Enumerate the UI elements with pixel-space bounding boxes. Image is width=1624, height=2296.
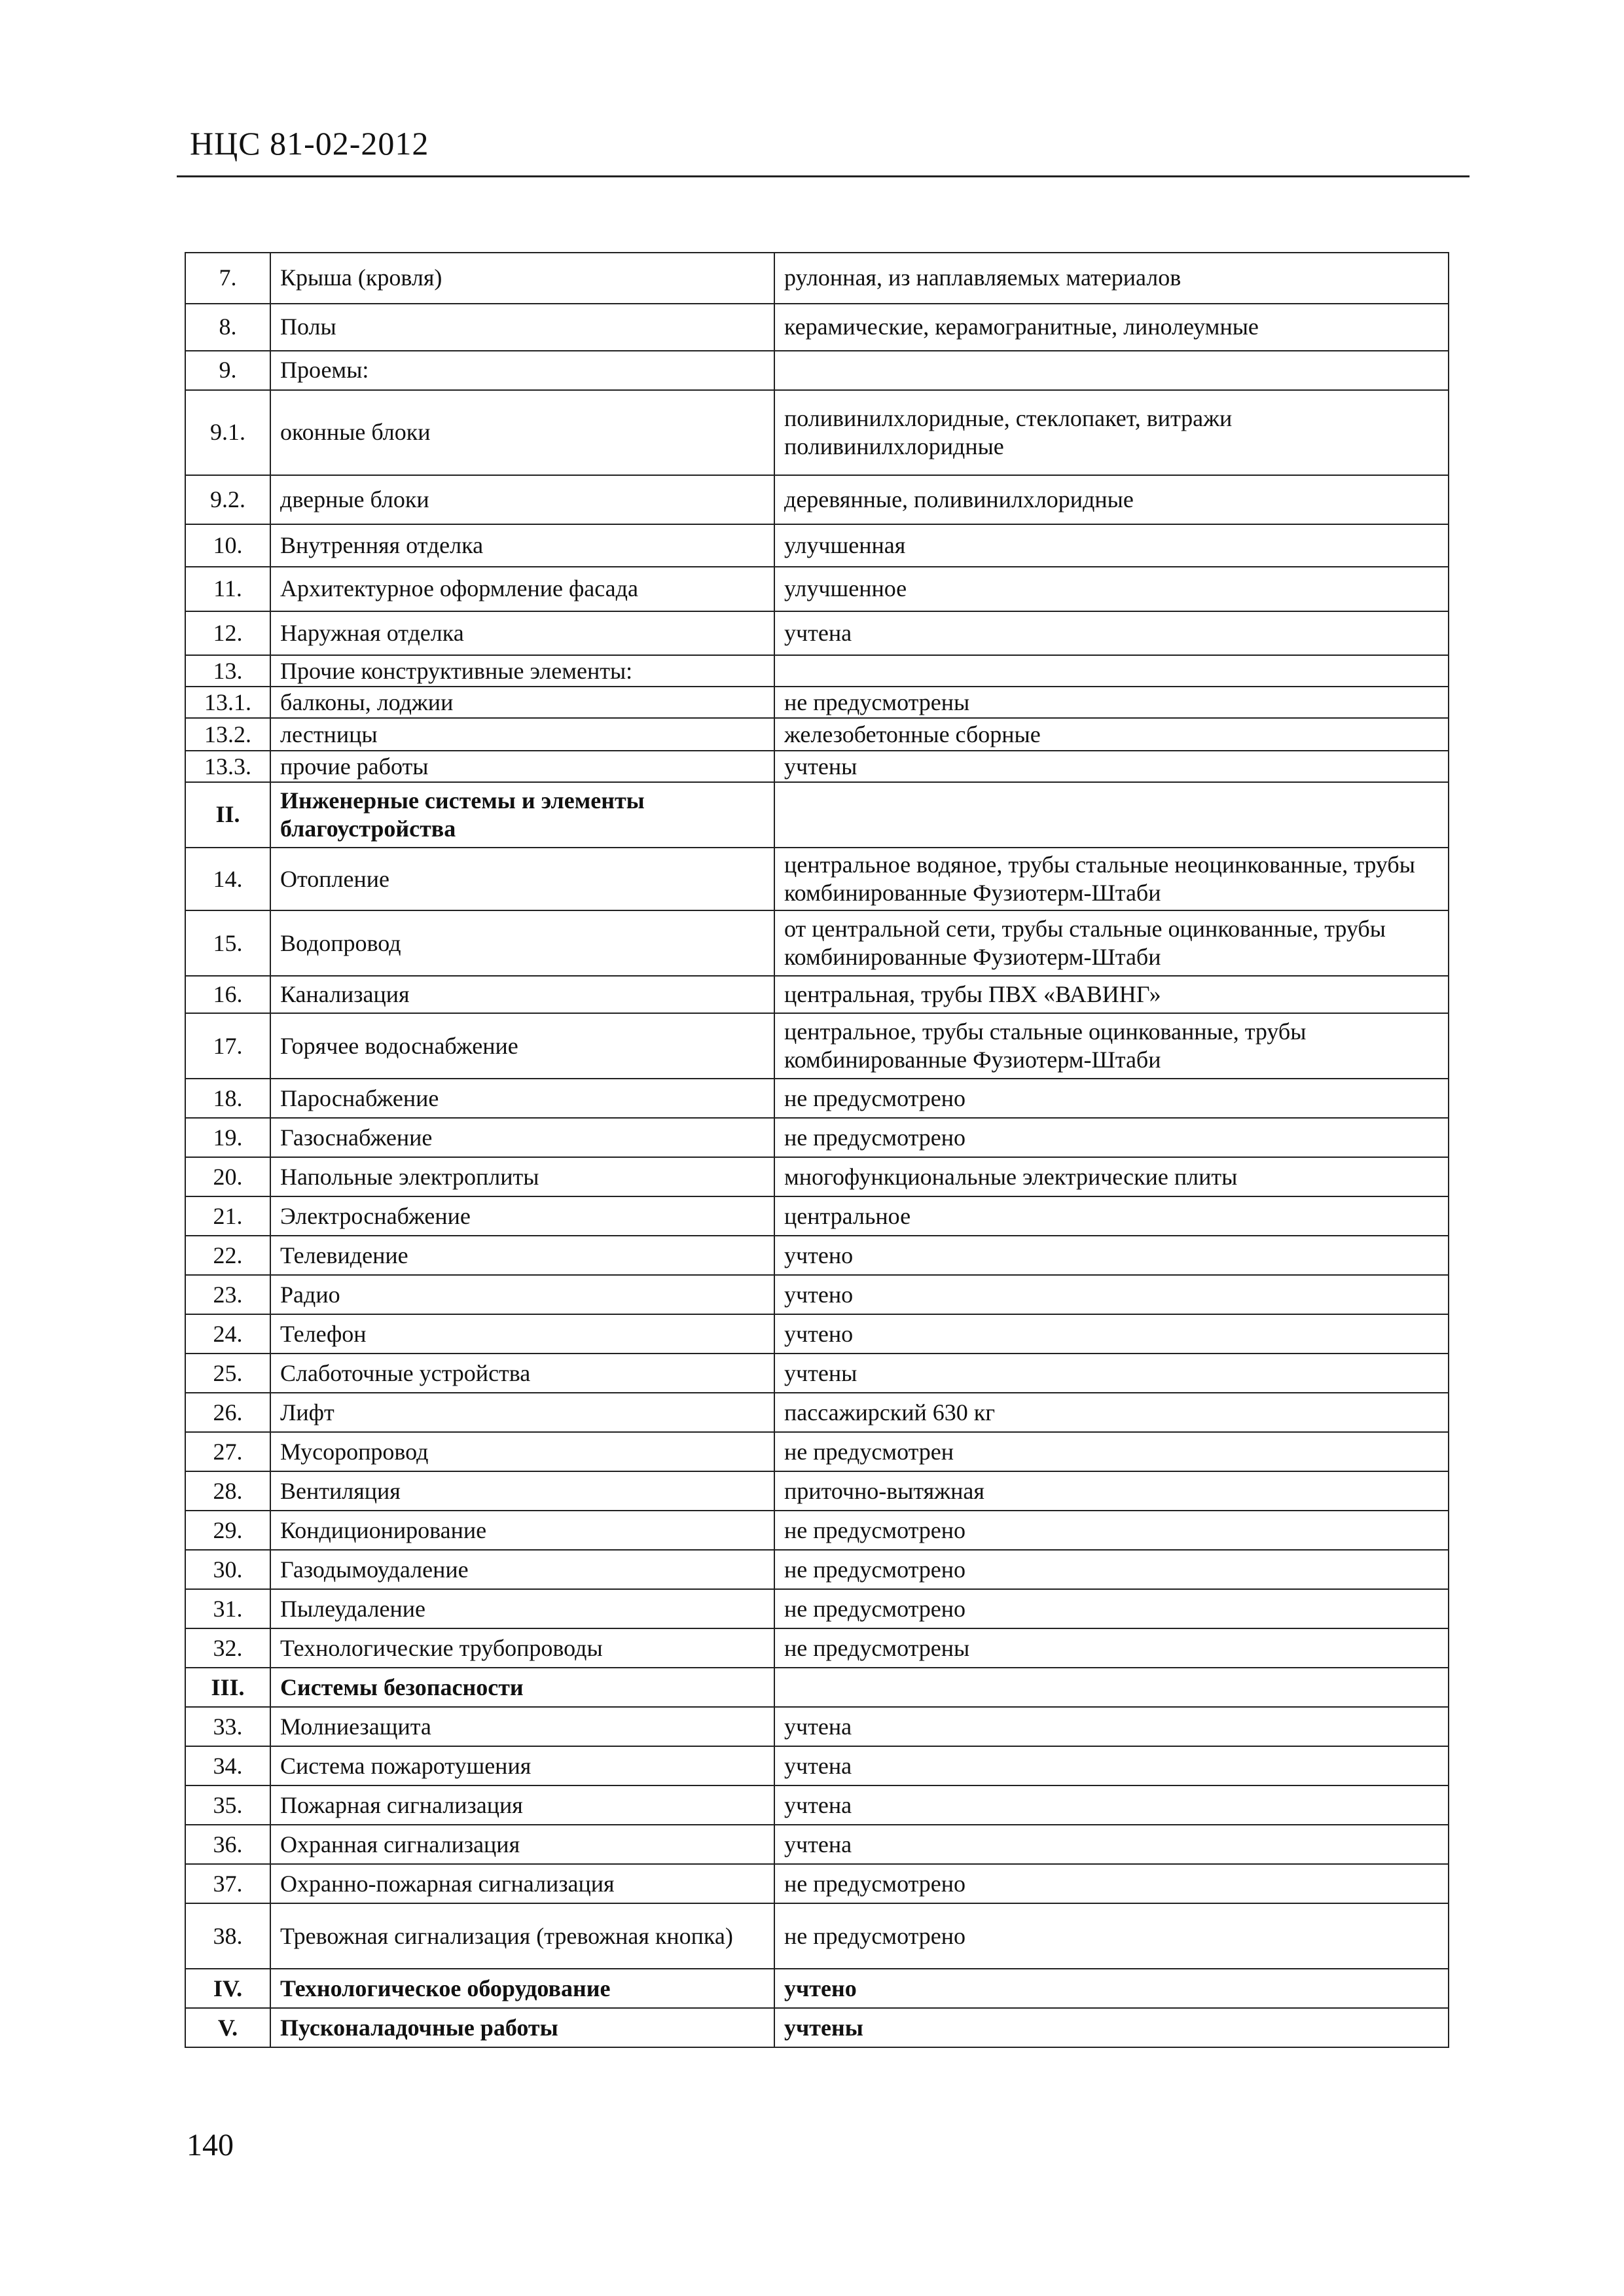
element-description: поливинилхлоридные, стеклопакет, витражи поливинилхлоридные — [774, 390, 1449, 475]
element-description: учтены — [774, 751, 1449, 782]
element-description: керамические, керамогранитные, линолеумные — [774, 304, 1449, 351]
row-number: 9. — [185, 351, 270, 390]
element-name: Слаботочные устройства — [270, 1354, 774, 1393]
element-description: не предусмотрено — [774, 1864, 1449, 1903]
table-row — [185, 2008, 1449, 2047]
row-number: 9.1. — [185, 390, 270, 475]
row-number: II. — [185, 782, 270, 848]
element-description: от центральной сети, трубы стальные оцинкованные, трубы комбинированные Фузиотерм-Штаби — [774, 910, 1449, 976]
row-number: 37. — [185, 1864, 270, 1903]
element-name: Радио — [270, 1275, 774, 1314]
table-row — [185, 1969, 1449, 2008]
element-description: центральная, трубы ПВХ «ВАВИНГ» — [774, 976, 1449, 1013]
row-number: 11. — [185, 567, 270, 611]
element-name: Внутренняя отделка — [270, 524, 774, 567]
table-row — [185, 1275, 1449, 1314]
table-row — [185, 1825, 1449, 1864]
table-row — [185, 1746, 1449, 1785]
row-number: 10. — [185, 524, 270, 567]
element-name: Системы безопасности — [270, 1668, 774, 1707]
table-row — [185, 611, 1449, 655]
element-description: не предусмотрено — [774, 1589, 1449, 1628]
table-row — [185, 976, 1449, 1013]
table-row — [185, 751, 1449, 782]
table-row — [185, 1157, 1449, 1196]
table-row — [185, 351, 1449, 390]
row-number: 36. — [185, 1825, 270, 1864]
element-name: Технологическое оборудование — [270, 1969, 774, 2008]
row-number: 13.2. — [185, 718, 270, 751]
element-description — [774, 1668, 1449, 1707]
table-row — [185, 253, 1449, 304]
row-number: 38. — [185, 1903, 270, 1969]
element-name: Пылеудаление — [270, 1589, 774, 1628]
element-description — [774, 782, 1449, 848]
element-name: Телефон — [270, 1314, 774, 1354]
table-row — [185, 655, 1449, 687]
table-row — [185, 1589, 1449, 1628]
table-row — [185, 1550, 1449, 1589]
table-row — [185, 1013, 1449, 1079]
table-row — [185, 1393, 1449, 1432]
table-row — [185, 1196, 1449, 1236]
element-name: Инженерные системы и элементы благоустройства — [270, 782, 774, 848]
element-description: не предусмотрено — [774, 1079, 1449, 1118]
row-number: 24. — [185, 1314, 270, 1354]
row-number: 12. — [185, 611, 270, 655]
element-description: не предусмотрено — [774, 1903, 1449, 1969]
row-number: 13.3. — [185, 751, 270, 782]
element-description: не предусмотрен — [774, 1432, 1449, 1471]
row-number: 14. — [185, 848, 270, 910]
row-number: 32. — [185, 1628, 270, 1668]
table-row — [185, 524, 1449, 567]
element-description: учтена — [774, 1707, 1449, 1746]
table-row — [185, 1785, 1449, 1825]
table-row — [185, 1628, 1449, 1668]
element-name: Горячее водоснабжение — [270, 1013, 774, 1079]
row-number: 28. — [185, 1471, 270, 1511]
table-row — [185, 304, 1449, 351]
table-row — [185, 1707, 1449, 1746]
element-name: Отопление — [270, 848, 774, 910]
row-number: 13. — [185, 655, 270, 687]
element-name: Пароснабжение — [270, 1079, 774, 1118]
element-description: деревянные, поливинилхлоридные — [774, 475, 1449, 524]
element-name: оконные блоки — [270, 390, 774, 475]
element-description: учтено — [774, 1236, 1449, 1275]
element-name: Пожарная сигнализация — [270, 1785, 774, 1825]
element-name: балконы, лоджии — [270, 687, 774, 718]
element-description: учтено — [774, 1969, 1449, 2008]
table-row — [185, 782, 1449, 848]
element-name: Вентиляция — [270, 1471, 774, 1511]
element-name: Напольные электроплиты — [270, 1157, 774, 1196]
specification-table — [185, 252, 1449, 2048]
element-description: учтена — [774, 1785, 1449, 1825]
element-name: Электроснабжение — [270, 1196, 774, 1236]
element-description: рулонная, из наплавляемых материалов — [774, 253, 1449, 304]
row-number: 35. — [185, 1785, 270, 1825]
row-number: 21. — [185, 1196, 270, 1236]
row-number: 29. — [185, 1511, 270, 1550]
element-description: центральное, трубы стальные оцинкованные, трубы комбинированные Фузиотерм-Штаби — [774, 1013, 1449, 1079]
row-number: 9.2. — [185, 475, 270, 524]
element-name: дверные блоки — [270, 475, 774, 524]
table-row — [185, 1668, 1449, 1707]
element-name: Мусоропровод — [270, 1432, 774, 1471]
element-description — [774, 351, 1449, 390]
element-name: Телевидение — [270, 1236, 774, 1275]
row-number: 22. — [185, 1236, 270, 1275]
row-number: 26. — [185, 1393, 270, 1432]
element-description: железобетонные сборные — [774, 718, 1449, 751]
element-description: не предусмотрено — [774, 1550, 1449, 1589]
element-description: центральное — [774, 1196, 1449, 1236]
table-row — [185, 567, 1449, 611]
element-name: Лифт — [270, 1393, 774, 1432]
table-row — [185, 475, 1449, 524]
row-number: 8. — [185, 304, 270, 351]
element-name: лестницы — [270, 718, 774, 751]
element-name: Молниезащита — [270, 1707, 774, 1746]
table-row — [185, 1118, 1449, 1157]
row-number: 13.1. — [185, 687, 270, 718]
row-number: 19. — [185, 1118, 270, 1157]
element-name: Проемы: — [270, 351, 774, 390]
row-number: 20. — [185, 1157, 270, 1196]
row-number: IV. — [185, 1969, 270, 2008]
element-name: Тревожная сигнализация (тревожная кнопка) — [270, 1903, 774, 1969]
element-description: пассажирский 630 кг — [774, 1393, 1449, 1432]
element-name: Полы — [270, 304, 774, 351]
element-name: Крыша (кровля) — [270, 253, 774, 304]
page-number: 140 — [187, 2128, 234, 2162]
table-row — [185, 1471, 1449, 1511]
header-rule — [177, 175, 1470, 177]
row-number: 27. — [185, 1432, 270, 1471]
element-description: улучшенное — [774, 567, 1449, 611]
specification-table-body — [185, 253, 1449, 2047]
element-name: Охранная сигнализация — [270, 1825, 774, 1864]
element-name: Газоснабжение — [270, 1118, 774, 1157]
element-name: Охранно-пожарная сигнализация — [270, 1864, 774, 1903]
row-number: 15. — [185, 910, 270, 976]
element-name: Наружная отделка — [270, 611, 774, 655]
row-number: 7. — [185, 253, 270, 304]
element-name: Прочие конструктивные элементы: — [270, 655, 774, 687]
element-description: учтена — [774, 1825, 1449, 1864]
table-row — [185, 1236, 1449, 1275]
element-description: приточно-вытяжная — [774, 1471, 1449, 1511]
table-row — [185, 1864, 1449, 1903]
table-row — [185, 1314, 1449, 1354]
row-number: 30. — [185, 1550, 270, 1589]
row-number: III. — [185, 1668, 270, 1707]
element-description: учтены — [774, 1354, 1449, 1393]
element-description: учтены — [774, 2008, 1449, 2047]
row-number: 25. — [185, 1354, 270, 1393]
element-description: не предусмотрено — [774, 1118, 1449, 1157]
element-description: не предусмотрены — [774, 687, 1449, 718]
table-row — [185, 1511, 1449, 1550]
element-description: не предусмотрены — [774, 1628, 1449, 1668]
table-row — [185, 687, 1449, 718]
element-description: учтена — [774, 1746, 1449, 1785]
table-row — [185, 1903, 1449, 1969]
row-number: 31. — [185, 1589, 270, 1628]
table-row — [185, 1079, 1449, 1118]
row-number: 33. — [185, 1707, 270, 1746]
element-description: учтено — [774, 1275, 1449, 1314]
table-row — [185, 910, 1449, 976]
row-number: 34. — [185, 1746, 270, 1785]
element-description — [774, 655, 1449, 687]
row-number: 16. — [185, 976, 270, 1013]
table-row — [185, 390, 1449, 475]
row-number: 17. — [185, 1013, 270, 1079]
element-description: многофункциональные электрические плиты — [774, 1157, 1449, 1196]
row-number: 23. — [185, 1275, 270, 1314]
element-description: центральное водяное, трубы стальные неоцинкованные, трубы комбинированные Фузиотерм-Штаби — [774, 848, 1449, 910]
element-description: учтено — [774, 1314, 1449, 1354]
document-code: НЦС 81-02-2012 — [190, 125, 429, 162]
element-name: прочие работы — [270, 751, 774, 782]
table-row — [185, 1432, 1449, 1471]
element-description: улучшенная — [774, 524, 1449, 567]
table-row — [185, 848, 1449, 910]
element-name: Канализация — [270, 976, 774, 1013]
element-name: Технологические трубопроводы — [270, 1628, 774, 1668]
element-name: Газодымоудаление — [270, 1550, 774, 1589]
element-description: не предусмотрено — [774, 1511, 1449, 1550]
element-name: Архитектурное оформление фасада — [270, 567, 774, 611]
row-number: V. — [185, 2008, 270, 2047]
element-name: Кондиционирование — [270, 1511, 774, 1550]
element-name: Пусконаладочные работы — [270, 2008, 774, 2047]
table-row — [185, 1354, 1449, 1393]
element-name: Водопровод — [270, 910, 774, 976]
row-number: 18. — [185, 1079, 270, 1118]
table-row — [185, 718, 1449, 751]
element-description: учтена — [774, 611, 1449, 655]
element-name: Система пожаротушения — [270, 1746, 774, 1785]
